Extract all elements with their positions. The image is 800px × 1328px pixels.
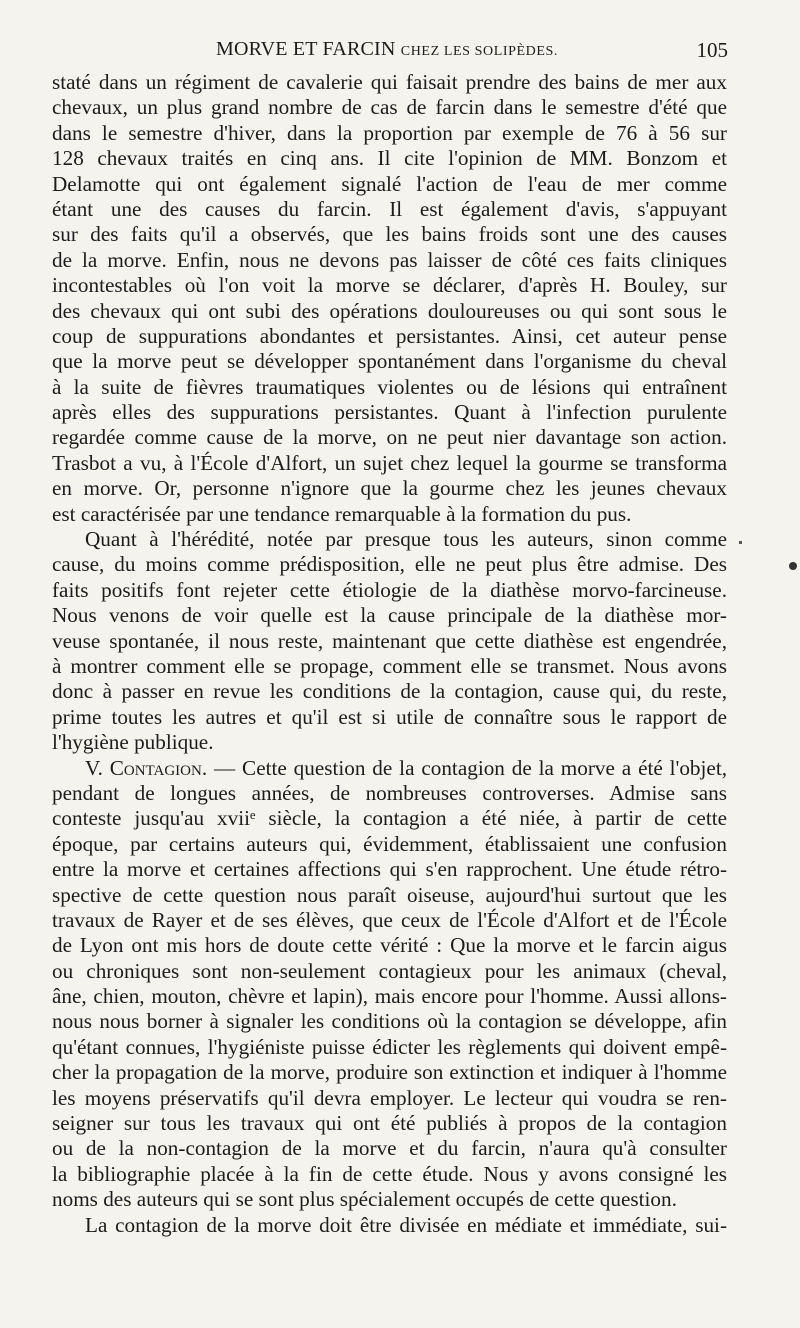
text-line: après elles des suppurations persistantes. Quant à l'infection purulente	[52, 400, 727, 425]
text-line: des chevaux qui ont subi des opérations douloureuses ou qui sont sous le	[52, 298, 727, 323]
text-line: faits positifs font rejeter cette étiologie de la diathèse morvo-farcineuse.	[52, 577, 727, 602]
text-line: incontestables où l'on voit la morve se déclarer, d'après H. Bouley, sur	[52, 273, 727, 298]
text-line: noms des auteurs qui se sont plus spécialement occupés de cette question.	[52, 1187, 677, 1212]
running-header	[52, 38, 728, 68]
text-line: époque, par certains auteurs qui, évidemment, établissaient une confusion	[52, 831, 727, 856]
text-line: les moyens préservatifs qu'il devra employer. Le lecteur qui voudra se ren-	[52, 1085, 727, 1110]
text-line: travaux de Rayer et de ses élèves, que ceux de l'École d'Alfort et de l'École	[52, 907, 727, 932]
text-line: Trasbot a vu, à l'École d'Alfort, un sujet chez lequel la gourme se transforma	[52, 450, 727, 475]
text-line: de la morve. Enfin, nous ne devons pas laisser de côté ces faits cliniques	[52, 247, 727, 272]
text-line: 128 chevaux traités en cinq ans. Il cite l'opinion de MM. Bonzom et	[52, 146, 727, 171]
page-number: 105	[696, 38, 728, 62]
text-line: Nous venons de voir quelle est la cause principale de la diathèse mor-	[52, 603, 727, 628]
running-title-main: MORVE ET FARCIN	[216, 38, 396, 60]
text-line: spective de cette question nous paraît oiseuse, aujourd'hui surtout que les	[52, 882, 727, 907]
section-heading: V. Contagion.	[85, 755, 208, 780]
text-line: cause, du moins comme prédisposition, elle ne peut plus être admise. Des	[52, 552, 727, 577]
text-line: coup de suppurations abondantes et persistantes. Ainsi, cet auteur pense	[52, 323, 727, 348]
text-line: âne, chien, mouton, chèvre et lapin), mais encore pour l'homme. Aussi allons-	[52, 984, 727, 1009]
ink-speck	[739, 541, 742, 544]
text-line: regardée comme cause de la morve, on ne peut nier davantage son action.	[52, 425, 727, 450]
text-line: qu'étant connues, l'hygiéniste puisse édicter les règlements qui doivent empê-	[52, 1034, 727, 1059]
text-line: conteste jusqu'au xviiᵉ siècle, la contagion a été niée, à partir de cette	[52, 806, 727, 831]
text-line: dans le semestre d'hiver, dans la proportion par exemple de 76 à 56 sur	[52, 120, 727, 145]
text-line: en morve. Or, personne n'ignore que la gourme chez les jeunes chevaux	[52, 476, 727, 501]
text-line: à la suite de fièvres traumatiques violentes ou de lésions qui entraînent	[52, 374, 727, 399]
text-line: veuse spontanée, il nous reste, maintenant que cette diathèse est engendrée,	[52, 628, 727, 653]
text-line: staté dans un régiment de cavalerie qui faisait prendre des bains de mer aux	[52, 70, 727, 94]
section-line	[52, 756, 727, 781]
text-line: Quant à l'hérédité, notée par presque tous les auteurs, sinon comme	[85, 527, 727, 552]
text-line: l'hygiène publique.	[52, 730, 214, 755]
text-line: cher la propagation de la morve, produire son extinction et indiquer à l'homme	[52, 1060, 727, 1085]
text-line: Delamotte qui ont également signalé l'action de l'eau de mer comme	[52, 171, 727, 196]
text-line: étant une des causes du farcin. Il est également d'avis, s'appuyant	[52, 196, 727, 221]
running-title	[216, 38, 558, 61]
text-line: seigner sur tous les travaux qui ont été publiés à propos de la contagion	[52, 1111, 727, 1136]
text-line: ou de la non-contagion de la morve et du farcin, n'aura qu'à consulter	[52, 1136, 727, 1161]
text-line: pendant de longues années, de nombreuses controverses. Admise sans	[52, 780, 727, 805]
text-line: à montrer comment elle se propage, comment elle se transmet. Nous avons	[52, 653, 727, 678]
text-line: sur des faits qu'il a observés, que les bains froids sont une des causes	[52, 222, 727, 247]
text-line: prime toutes les autres et qu'il est si utile de connaître sous le rapport de	[52, 704, 727, 729]
text-line: chevaux, un plus grand nombre de cas de farcin dans le semestre d'été que	[52, 95, 727, 120]
text-line-rest: — Cette question de la contagion de la morve a été l'objet,	[214, 755, 728, 780]
text-line: nous nous borner à signaler les conditions où la contagion se développe, afin	[52, 1009, 727, 1034]
text-line: La contagion de la morve doit être divisée en médiate et immédiate, sui-	[85, 1212, 727, 1237]
text-line: la bibliographie placée à la fin de cette étude. Nous y avons consigné les	[52, 1161, 727, 1186]
body-text	[52, 70, 727, 1238]
text-line: que la morve peut se développer spontanément dans l'organisme du cheval	[52, 349, 727, 374]
text-line: donc à passer en revue les conditions de la contagion, cause qui, du reste,	[52, 679, 727, 704]
running-title-small: CHEZ LES SOLIPÈDES.	[400, 44, 559, 59]
ink-spot	[789, 562, 797, 570]
text-line: ou chroniques sont non-seulement contagieux pour les animaux (cheval,	[52, 958, 727, 983]
text-line: est caractérisée par une tendance remarquable à la formation du pus.	[52, 501, 632, 526]
text-line: de Lyon ont mis hors de doute cette vérité : Que la morve et le farcin aigus	[52, 933, 727, 958]
text-line: entre la morve et certaines affections qui s'en rapprochent. Une étude rétro-	[52, 857, 727, 882]
